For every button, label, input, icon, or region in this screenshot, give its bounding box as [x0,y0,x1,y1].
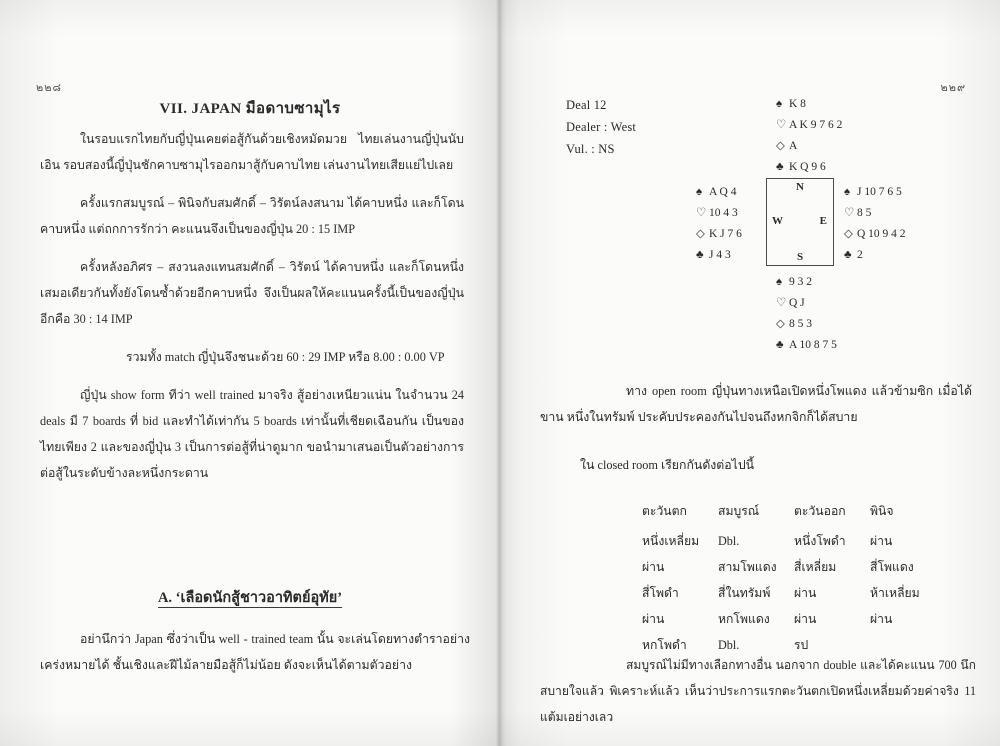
heart-icon: ♡ [776,297,787,309]
deal-number: Deal 12 [566,98,607,112]
club-icon: ♣ [696,249,704,261]
chapter-title: VII. JAPAN มือดาบซามุไร [159,101,341,117]
bid-cell: Dbl. [718,638,740,652]
north-spades: K 8 [789,98,806,110]
hand-west [696,182,742,266]
bid-cell: Dbl. [718,534,740,548]
closing-paragraph: สมบูรณ์ไม่มีทางเลือกทางอื่น นอกจาก double และได้คะแนน 700 นึกสบายใจแล้ว พิเคราะห์แล้ว เห็นว่าประการแรกตะวันตกเปิดหนึ่งเหลี่ยมด้วยค่าจริง 11 แต้มเอย่างเลว [540,658,976,724]
compass-box [766,178,834,266]
diamond-icon: ◇ [844,228,853,240]
auction-col-south: พินิจ [870,504,894,518]
table-row [642,580,946,606]
compass-west: W [772,215,783,227]
east-diamonds: Q 10 9 4 2 [857,228,906,240]
bid-cell: สี่โพแดง [870,560,914,574]
auction-table [642,498,946,658]
north-hearts: A K 9 7 6 2 [789,119,843,131]
deal-header [566,94,636,160]
hand-east [844,182,906,266]
bid-cell: สี่เหลี่ยม [794,560,837,574]
north-diamonds: A [789,140,798,152]
section-title [0,586,500,609]
bid-cell: ห้าเหลี่ยม [870,586,920,600]
spade-icon: ♠ [696,186,703,198]
section-title-text: A. ‘เลือดนักสู้ชาวอาทิตย์อุทัย’ [157,590,343,606]
paragraph: ครั้งแรกสมบูรณ์ – พินิจกับสมศักดิ์ – วิรัตน์ลงสนาม ได้คาบหนึ่ง และก็โดนคาบหนึ่ง แต่ถกการรักว่า คะแนนจึงเป็นของญี่ปุ่น 20 : 15 IMP [40,196,464,236]
folio-right: ๒๒๙ [940,82,966,94]
bid-cell: ผ่าน [794,586,817,600]
left-body-text [40,126,464,498]
bid-cell: หกโพแดง [718,612,770,626]
diamond-icon: ◇ [696,228,705,240]
west-spades: A Q 4 [709,186,737,198]
auction-col-east: ตะวันออก [794,504,846,518]
hand-south [776,272,837,356]
folio-left: ๒๒๘ [36,82,62,94]
bid-cell: หกโพดำ [642,638,687,652]
deal-dealer: Dealer : West [566,120,637,134]
heart-icon: ♡ [776,119,787,131]
west-hearts: 10 4 3 [709,207,738,219]
heart-icon: ♡ [696,207,707,219]
left-section-text [40,626,470,690]
paragraph: ใน closed room เรียกกันดังต่อไปนี้ [580,458,755,472]
bid-cell: หนึ่งโพดำ [794,534,846,548]
west-diamonds: K J 7 6 [709,228,742,240]
spade-icon: ♠ [844,186,851,198]
paragraph: ในรอบแรกไทยกับญี่ปุ่นเคยต่อสู้กันด้วยเชิงหมัดมวย ไทยเล่นงานญี่ปุ่นนับเอิน รอบสองนี้ญี่ปุ่นชักคาบซามุไรออกมาสู้กับคาบไทย เล่นงานไทยเสียแย่ไปเลย [40,132,464,172]
east-clubs: 2 [857,249,863,261]
bid-cell: สามโพแดง [718,560,777,574]
right-page [500,0,1000,746]
south-hearts: Q J [789,297,805,309]
table-row [642,606,946,632]
spade-icon: ♠ [776,276,783,288]
east-spades: J 10 7 6 5 [857,186,902,198]
auction-col-north: สมบูรณ์ [718,504,760,518]
paragraph: ครั้งหลังอภิศร – สงวนลงแทนสมศักดิ์ – วิรัตน์ ได้คาบหนึ่ง และก็โดนหนึ่งเสมอเดียวกันทั้งยังโดนซ้ำด้วยอีกคาบหนึ่ง จึงเป็นผลให้คะแนนครั้งนี้เป็นของญี่ปุ่นอีกคือ 30 : 14 IMP [40,260,464,326]
bid-cell: สี่โพดำ [642,586,679,600]
auction-col-west: ตะวันตก [642,504,687,518]
compass-south: S [797,251,804,263]
table-row [642,528,946,554]
table-row [642,554,946,580]
spade-icon: ♠ [776,98,783,110]
bid-cell: รป [794,638,809,652]
south-clubs: A 10 8 7 5 [789,339,837,351]
bid-cell: ผ่าน [642,612,665,626]
bid-cell: สี่ในทรัมพ์ [718,586,771,600]
paragraph: ทาง open room ญี่ปุ่นทางเหนือเปิดหนึ่งโพแดง แล้วข้ามซิก เมื่อได้ขาน หนึ่งในทรัมพ์ ประคับประคองกันไปจนถึงหกจิกก็ได้สบาย [540,384,972,424]
auction-header-row [642,498,946,528]
south-spades: 9 3 2 [789,276,812,288]
east-hearts: 8 5 [857,207,872,219]
north-clubs: K Q 9 6 [789,161,826,173]
compass-north: N [796,181,804,193]
bid-cell: ผ่าน [870,612,893,626]
bid-cell: ผ่าน [794,612,817,626]
west-clubs: J 4 3 [709,249,731,261]
bid-cell: ผ่าน [870,534,893,548]
hand-north [776,94,842,178]
club-icon: ♣ [776,339,784,351]
paragraph: อย่านึกว่า Japan ซึ่งว่าเป็น well - trained team นั้น จะเล่นโดยทางตำราอย่างเคร่งหมายได้ ชั้นเชิงและฝีไม้ลายมือสู้ก็ไม่น้อย ดังจะเห็นได้ตามตัวอย่าง [40,632,470,672]
heart-icon: ♡ [844,207,855,219]
paragraph: ญี่ปุ่น show form ทีว่า well trained มาจริง สู้อย่างเหนียวแน่น ในจำนวน 24 deals มี 7 boards ที่ bid และทำได้เท่ากัน 5 boards เท่านั้นที่เชียดเฉือนกัน เป็นของไทยเพียง 2 และของญี่ปุ่น 3 เป็นการต่อสู้ที่น่าดูมาก ขอนำมาเสนอเป็นตัวอย่างการต่อสู้ในระดับข้างละหนึ่งกระดาน [40,388,464,480]
club-icon: ♣ [844,249,852,261]
south-diamonds: 8 5 3 [789,318,812,330]
diamond-icon: ◇ [776,140,785,152]
bid-cell: หนึ่งเหลี่ยม [642,534,700,548]
compass-east: E [819,215,827,227]
bid-cell: ผ่าน [642,560,665,574]
paragraph: รวมทั้ง match ญี่ปุ่นจึงชนะด้วย 60 : 29 IMP หรือ 8.00 : 0.00 VP [126,350,445,364]
club-icon: ♣ [776,161,784,173]
diamond-icon: ◇ [776,318,785,330]
deal-vulnerability: Vul. : NS [566,142,615,156]
